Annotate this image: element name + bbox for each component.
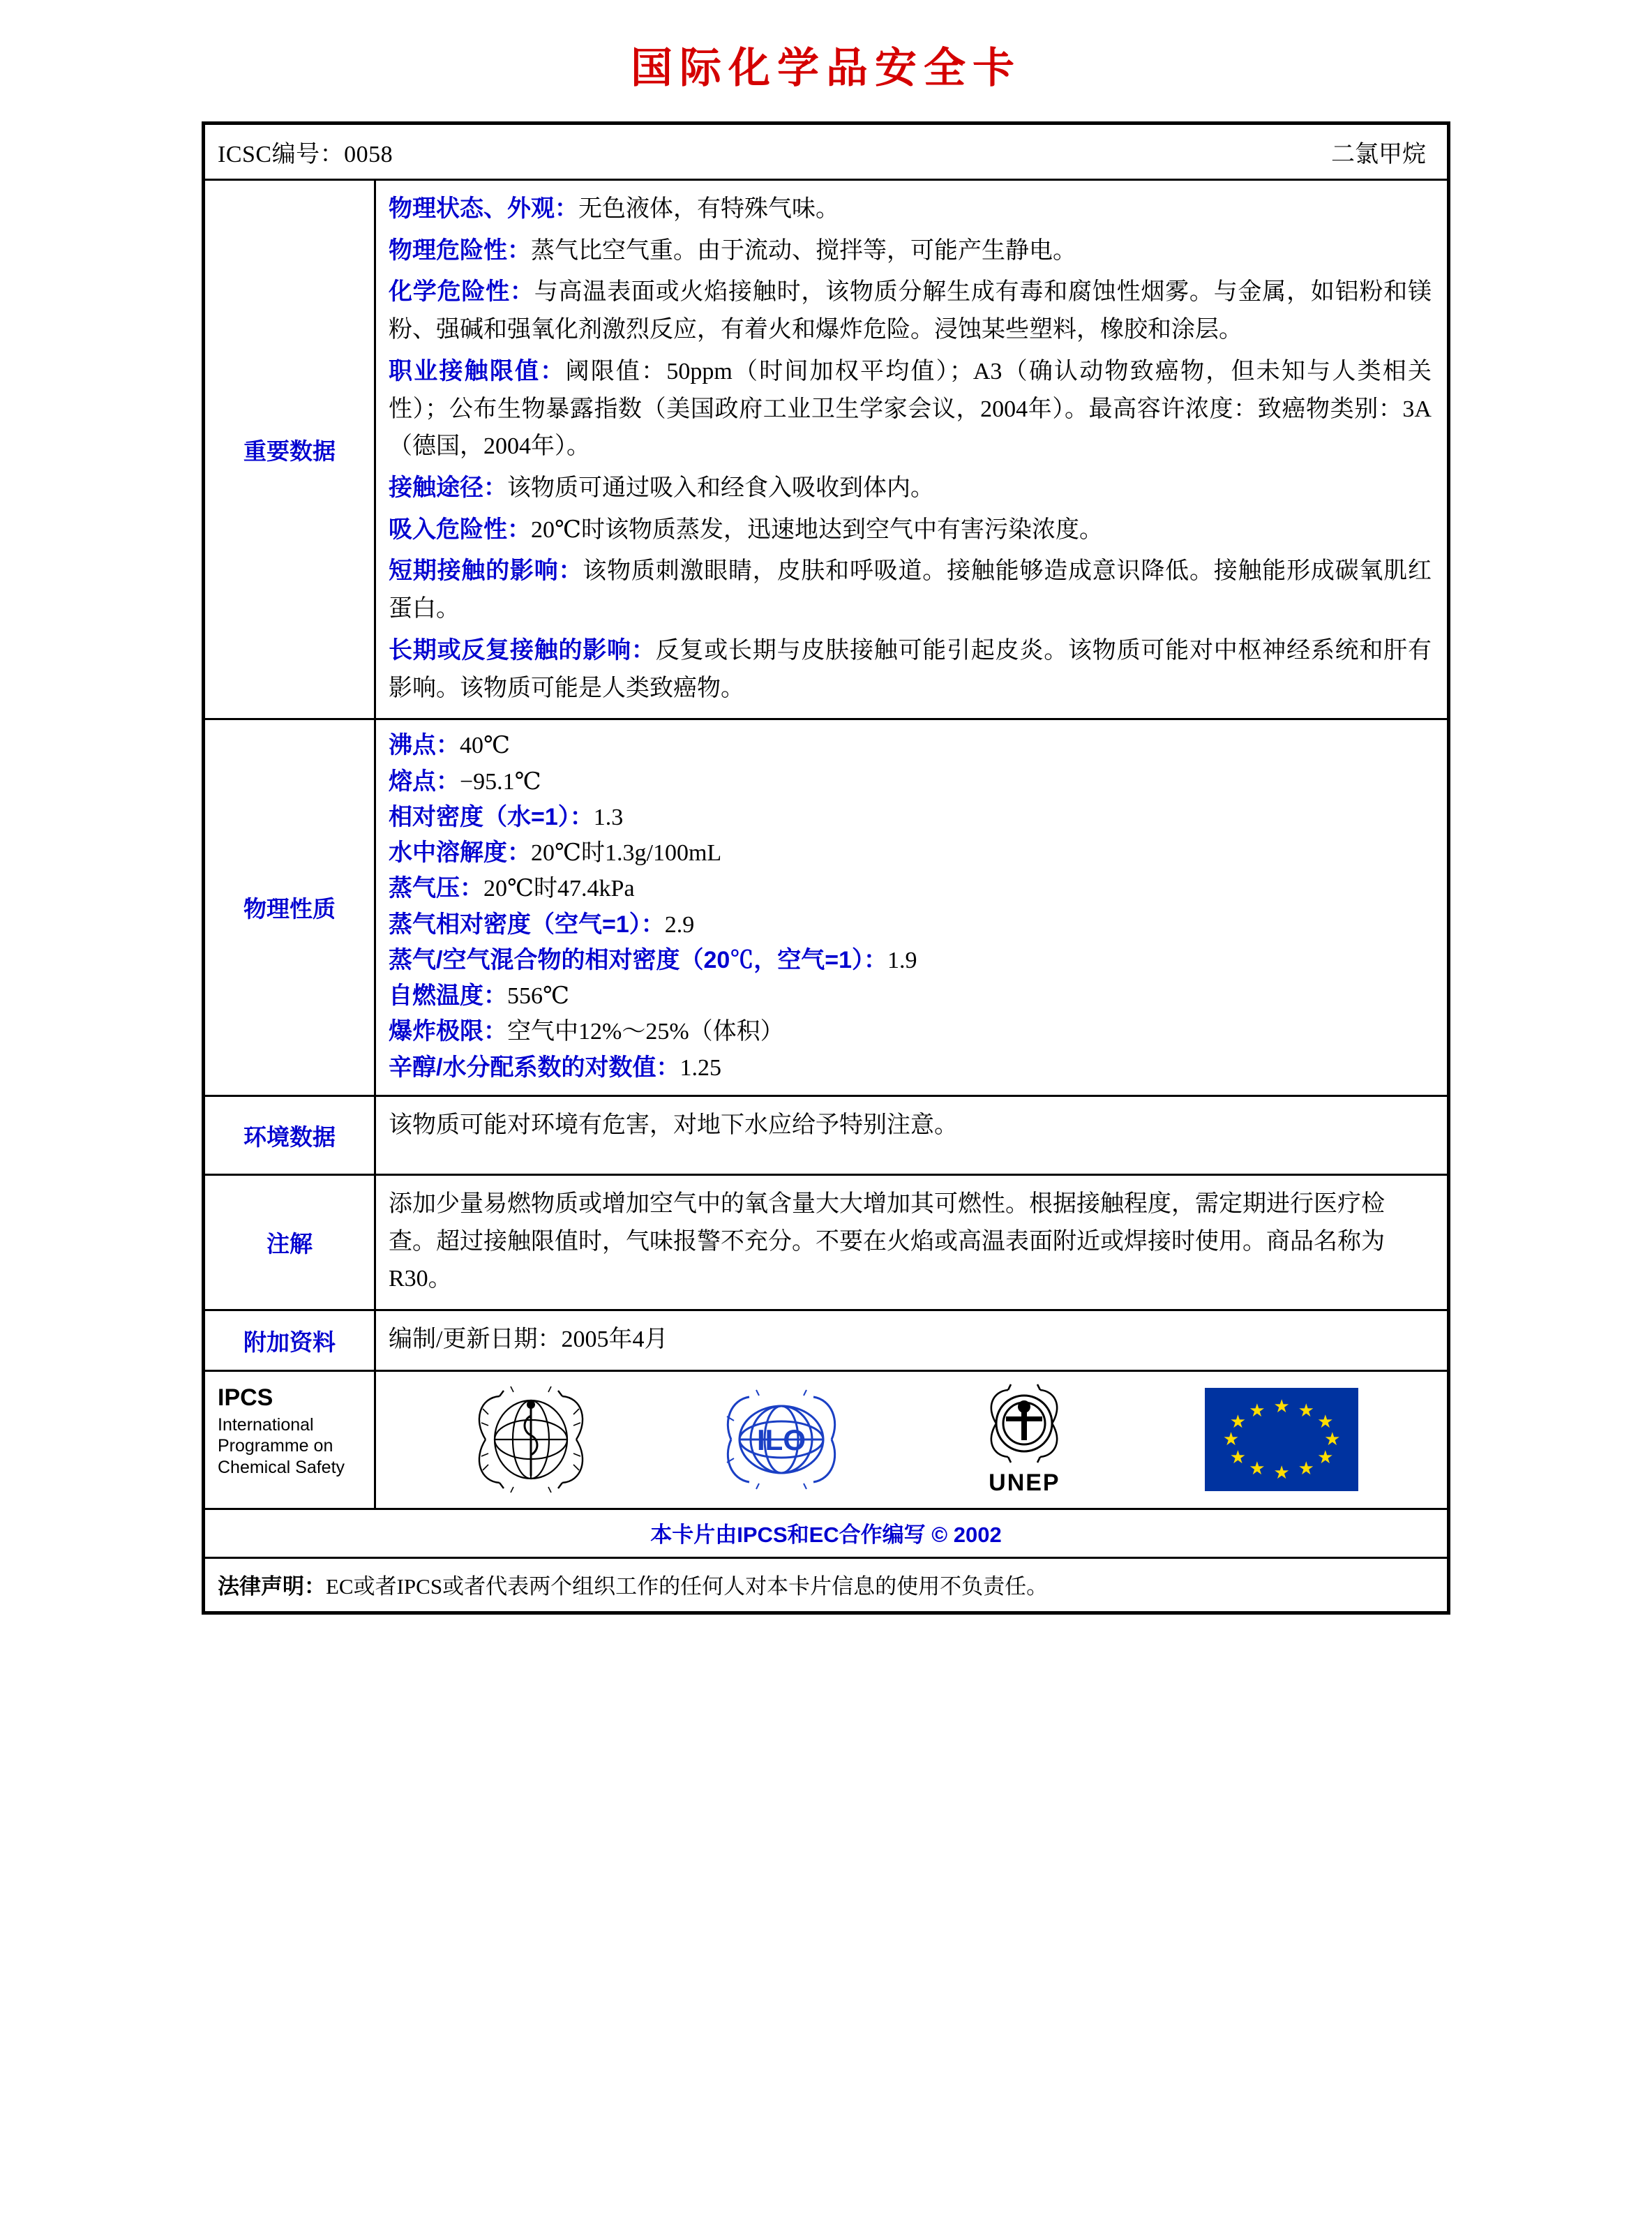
unep-label: UNEP — [989, 1469, 1060, 1496]
data-item — [389, 353, 1432, 465]
ilo-logo — [719, 1387, 844, 1492]
property-value: −95.1℃ — [460, 768, 541, 795]
data-item-text: 阈限值：50ppm（时间加权平均值）；A3（确认动物致癌物，但未知与人类相关性）；公布生物暴露指数（美国政府工业卫生学家会议，2004年）。最高容许浓度：致癌物类别：3A（德国，2004年）。 — [389, 358, 1432, 460]
credit-text: 本卡片由IPCS和EC合作编写 © 2002 — [650, 1522, 1002, 1547]
section-label-additional-info: 附加资料 — [205, 1311, 376, 1370]
icsc-number-block — [205, 125, 1331, 179]
property-keyword: 辛醇/水分配系数的对数值： — [389, 1054, 680, 1081]
page-title: 国际化学品安全卡 — [631, 45, 1021, 91]
property-line — [389, 943, 1432, 978]
organisation-logos — [376, 1372, 1447, 1508]
icsc-number-value: 0058 — [344, 142, 393, 167]
data-item-text: 与高温表面或火焰接触时，该物质分解生成有毒和腐蚀性烟雾。与金属，如铝粉和镁粉、强碱和强氧化剂激烈反应，有着火和爆炸危险。浸蚀某些塑料，橡胶和涂层。 — [389, 279, 1432, 343]
data-item-keyword: 吸入危险性： — [389, 516, 531, 543]
property-keyword: 蒸气相对密度（空气=1）： — [389, 911, 665, 938]
property-line — [389, 979, 1432, 1013]
property-value: 40℃ — [460, 733, 511, 759]
property-value: 2.9 — [664, 911, 695, 938]
data-item — [389, 553, 1432, 627]
card-header — [205, 125, 1447, 181]
data-item-keyword: 化学危险性： — [389, 278, 534, 306]
data-item — [389, 274, 1432, 348]
property-line — [389, 908, 1432, 942]
property-keyword: 水中溶解度： — [389, 839, 531, 867]
property-value: 1.25 — [679, 1054, 721, 1081]
property-keyword: 熔点： — [389, 768, 460, 795]
property-keyword: 爆炸极限： — [389, 1018, 507, 1045]
data-item-keyword: 物理危险性： — [389, 237, 531, 264]
property-keyword: 蒸气/空气混合物的相对密度（20℃，空气=1）： — [389, 946, 888, 973]
svg-text:ILO: ILO — [756, 1423, 806, 1457]
data-item-text: 20℃时该物质蒸发，迅速地达到空气中有害污染浓度。 — [531, 516, 1104, 543]
data-item — [389, 632, 1432, 707]
property-line — [389, 836, 1432, 870]
property-line — [389, 1051, 1432, 1085]
ipcs-acronym: IPCS — [218, 1384, 273, 1411]
unep-logo — [965, 1383, 1083, 1497]
property-line — [389, 872, 1432, 906]
ipcs-full-line-1: International — [218, 1414, 314, 1435]
data-item-keyword: 接触途径： — [389, 474, 507, 502]
property-line — [389, 728, 1432, 763]
data-item-text: 无色液体，有特殊气味。 — [578, 196, 839, 222]
ipcs-identity — [205, 1372, 376, 1508]
section-notes — [205, 1176, 1447, 1311]
property-keyword: 蒸气压： — [389, 875, 483, 902]
section-label-important-data: 重要数据 — [205, 181, 376, 718]
data-item-text: 该物质刺激眼睛，皮肤和呼吸道。接触能够造成意识降低。接触能形成碳氧肌红蛋白。 — [389, 558, 1432, 622]
property-value: 556℃ — [507, 983, 570, 1010]
legal-notice-text: EC或者IPCS或者代表两个组织工作的任何人对本卡片信息的使用不负责任。 — [326, 1573, 1049, 1599]
ipcs-full-line-3: Chemical Safety — [218, 1457, 345, 1477]
data-item — [389, 470, 1432, 507]
icsc-card — [202, 121, 1450, 1615]
section-important-data — [205, 181, 1447, 720]
property-value: 1.3 — [593, 804, 624, 830]
property-value: 空气中12%～25%（体积） — [507, 1019, 784, 1045]
property-keyword: 沸点： — [389, 732, 460, 759]
document-page — [0, 35, 1652, 1615]
footer-logos-row — [205, 1372, 1447, 1510]
property-value: 1.9 — [887, 947, 917, 973]
section-content-physical-properties — [376, 720, 1447, 1095]
section-content-environmental-data: 该物质可能对环境有危害，对地下水应给予特别注意。 — [389, 1112, 958, 1138]
legal-notice-label: 法律声明： — [218, 1573, 326, 1599]
property-line — [389, 1015, 1432, 1049]
section-label-physical-properties: 物理性质 — [205, 720, 376, 1095]
data-item-text: 反复或长期与皮肤接触可能引起皮炎。该物质可能对中枢神经系统和肝有影响。该物质可能是人类致癌物。 — [389, 637, 1432, 701]
legal-notice — [205, 1559, 1447, 1611]
section-label-notes: 注解 — [205, 1176, 376, 1309]
data-item-text: 该物质可通过吸入和经食入吸收到体内。 — [507, 475, 934, 502]
data-item — [389, 190, 1432, 228]
eu-flag: ★ ★ ★ ★ ★ ★ ★ ★ ★ ★ ★ ★ — [1205, 1388, 1358, 1491]
substance-name: 二氯甲烷 — [1331, 142, 1426, 167]
section-additional-info — [205, 1311, 1447, 1372]
section-physical-properties — [205, 720, 1447, 1097]
property-keyword: 相对密度（水=1）： — [389, 803, 594, 830]
data-item — [389, 511, 1432, 549]
ipcs-full-name — [218, 1414, 374, 1479]
section-label-environmental-data: 环境数据 — [205, 1097, 376, 1174]
section-content-additional-info: 编制/更新日期：2005年4月 — [389, 1326, 668, 1353]
who-logo — [465, 1384, 597, 1495]
data-item-keyword: 职业接触限值： — [389, 357, 566, 384]
property-line — [389, 800, 1432, 835]
data-item-keyword: 物理状态、外观： — [389, 195, 578, 222]
property-keyword: 自燃温度： — [389, 982, 507, 1010]
property-value: 20℃时47.4kPa — [483, 876, 635, 902]
section-environmental-data — [205, 1097, 1447, 1176]
credit-row — [205, 1510, 1447, 1559]
property-line — [389, 765, 1432, 799]
data-item — [389, 232, 1432, 270]
ipcs-full-line-2: Programme on — [218, 1436, 333, 1456]
property-value: 20℃时1.3g/100mL — [531, 840, 722, 867]
icsc-number-label: ICSC编号： — [218, 142, 345, 167]
data-item-keyword: 长期或反复接触的影响： — [389, 636, 656, 664]
data-item-keyword: 短期接触的影响： — [389, 558, 583, 585]
section-content-notes: 添加少量易燃物质或增加空气中的氧含量大大增加其可燃性。根据接触程度，需定期进行医疗检查。超过接触限值时，气味报警不充分。不要在火焰或高温表面附近或焊接时使用。商品名称为R30。 — [389, 1191, 1385, 1292]
section-content-important-data — [376, 181, 1447, 718]
data-item-text: 蒸气比空气重。由于流动、搅拌等，可能产生静电。 — [531, 237, 1076, 264]
